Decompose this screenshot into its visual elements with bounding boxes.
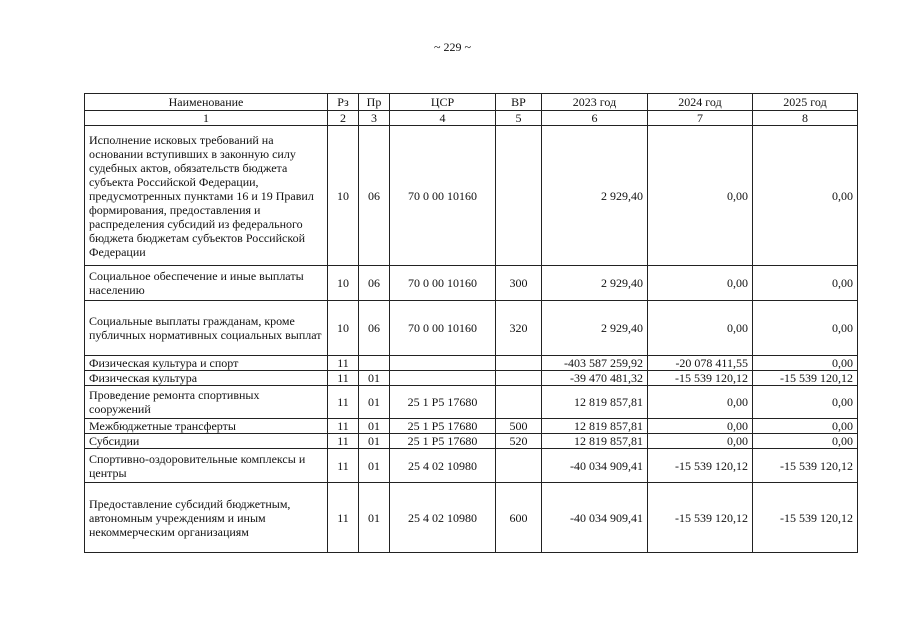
row-name: Спортивно-оздоровительные комплексы и центры	[85, 449, 328, 483]
row-vr	[496, 126, 542, 266]
row-rz: 11	[328, 449, 359, 483]
budget-table	[84, 93, 858, 553]
row-pr: 01	[359, 449, 390, 483]
row-name: Исполнение исковых требований на основании вступивших в законную силу судебных актов, обязательств бюджета субъекта Российской Федерации, предусмотренных пунктами 16 и 19 Правил формирования, предоставления и распределения субсидий из федерального бюджета бюджетам субъектов Российской Федерации	[85, 126, 328, 266]
table-row	[85, 449, 858, 483]
row-2025: 0,00	[753, 266, 858, 301]
row-vr: 300	[496, 266, 542, 301]
row-pr: 01	[359, 386, 390, 419]
row-rz: 11	[328, 419, 359, 434]
row-name: Физическая культура	[85, 371, 328, 386]
table-row	[85, 434, 858, 449]
row-vr	[496, 386, 542, 419]
row-rz: 11	[328, 371, 359, 386]
row-rz: 10	[328, 126, 359, 266]
row-rz: 11	[328, 434, 359, 449]
header-rz: Рз	[328, 94, 359, 111]
row-name: Проведение ремонта спортивных сооружений	[85, 386, 328, 419]
row-2025: -15 539 120,12	[753, 371, 858, 386]
row-2024: 0,00	[648, 126, 753, 266]
row-rz: 11	[328, 386, 359, 419]
row-2023: 2 929,40	[542, 126, 648, 266]
row-name: Предоставление субсидий бюджетным, автономным учреждениям и иным некоммерческим организациям	[85, 483, 328, 553]
header-row	[85, 94, 858, 111]
row-vr: 520	[496, 434, 542, 449]
table-row	[85, 419, 858, 434]
row-2023: 12 819 857,81	[542, 419, 648, 434]
row-vr	[496, 356, 542, 371]
row-2023: -403 587 259,92	[542, 356, 648, 371]
table-row	[85, 301, 858, 356]
row-name: Физическая культура и спорт	[85, 356, 328, 371]
row-2024: -15 539 120,12	[648, 371, 753, 386]
header-2023: 2023 год	[542, 94, 648, 111]
row-2025: -15 539 120,12	[753, 449, 858, 483]
row-rz: 11	[328, 356, 359, 371]
header-name: Наименование	[85, 94, 328, 111]
column-number: 4	[390, 111, 496, 126]
row-csr: 25 4 02 10980	[390, 483, 496, 553]
row-2023: 2 929,40	[542, 301, 648, 356]
row-name: Социальное обеспечение и иные выплаты населению	[85, 266, 328, 301]
row-2023: 12 819 857,81	[542, 386, 648, 419]
table-row	[85, 266, 858, 301]
table-row	[85, 483, 858, 553]
row-csr: 25 1 P5 17680	[390, 386, 496, 419]
row-2024: -15 539 120,12	[648, 483, 753, 553]
column-number: 8	[753, 111, 858, 126]
table-row	[85, 371, 858, 386]
row-pr: 06	[359, 301, 390, 356]
row-csr: 70 0 00 10160	[390, 301, 496, 356]
row-pr: 06	[359, 266, 390, 301]
column-number: 7	[648, 111, 753, 126]
row-csr	[390, 371, 496, 386]
row-rz: 10	[328, 266, 359, 301]
row-pr: 01	[359, 371, 390, 386]
row-name: Межбюджетные трансферты	[85, 419, 328, 434]
row-rz: 11	[328, 483, 359, 553]
row-2023: -40 034 909,41	[542, 449, 648, 483]
column-number: 6	[542, 111, 648, 126]
row-name: Субсидии	[85, 434, 328, 449]
column-number: 3	[359, 111, 390, 126]
row-name: Социальные выплаты гражданам, кроме публичных нормативных социальных выплат	[85, 301, 328, 356]
table-row	[85, 356, 858, 371]
row-2024: 0,00	[648, 266, 753, 301]
row-2024: 0,00	[648, 434, 753, 449]
row-vr: 500	[496, 419, 542, 434]
column-number: 2	[328, 111, 359, 126]
row-2025: 0,00	[753, 434, 858, 449]
column-number-row	[85, 111, 858, 126]
row-pr: 01	[359, 419, 390, 434]
row-vr	[496, 371, 542, 386]
column-number: 5	[496, 111, 542, 126]
row-2024: -20 078 411,55	[648, 356, 753, 371]
table-row	[85, 126, 858, 266]
column-number: 1	[85, 111, 328, 126]
row-vr: 320	[496, 301, 542, 356]
page-number: ~ 229 ~	[434, 40, 471, 54]
row-csr: 25 1 P5 17680	[390, 434, 496, 449]
row-rz: 10	[328, 301, 359, 356]
row-vr	[496, 449, 542, 483]
row-2023: -39 470 481,32	[542, 371, 648, 386]
row-pr	[359, 356, 390, 371]
row-2025: 0,00	[753, 386, 858, 419]
row-csr: 25 1 P5 17680	[390, 419, 496, 434]
row-csr	[390, 356, 496, 371]
row-2023: -40 034 909,41	[542, 483, 648, 553]
row-2024: -15 539 120,12	[648, 449, 753, 483]
row-2025: 0,00	[753, 126, 858, 266]
table-row	[85, 386, 858, 419]
header-vr: ВР	[496, 94, 542, 111]
row-csr: 70 0 00 10160	[390, 266, 496, 301]
row-vr: 600	[496, 483, 542, 553]
row-2025: 0,00	[753, 419, 858, 434]
header-csr: ЦСР	[390, 94, 496, 111]
row-2025: -15 539 120,12	[753, 483, 858, 553]
row-2025: 0,00	[753, 356, 858, 371]
row-pr: 06	[359, 126, 390, 266]
header-2024: 2024 год	[648, 94, 753, 111]
row-2024: 0,00	[648, 301, 753, 356]
header-pr: Пр	[359, 94, 390, 111]
row-pr: 01	[359, 434, 390, 449]
row-2023: 2 929,40	[542, 266, 648, 301]
row-2023: 12 819 857,81	[542, 434, 648, 449]
row-2024: 0,00	[648, 419, 753, 434]
row-2024: 0,00	[648, 386, 753, 419]
row-2025: 0,00	[753, 301, 858, 356]
row-pr: 01	[359, 483, 390, 553]
row-csr: 70 0 00 10160	[390, 126, 496, 266]
header-2025: 2025 год	[753, 94, 858, 111]
row-csr: 25 4 02 10980	[390, 449, 496, 483]
